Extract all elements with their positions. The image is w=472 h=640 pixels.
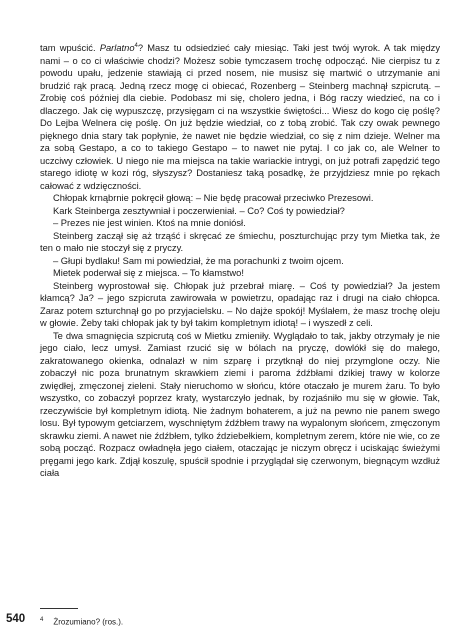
opening-text-start: tam wpuścić. bbox=[40, 43, 100, 53]
paragraph: – Głupi bydlaku! Sam mi powiedział, że ma porachunki z twoim ojcem. bbox=[53, 255, 344, 266]
footnote-reference[interactable]: 4 bbox=[134, 42, 138, 49]
paragraph: Steinberg wyprostował się. Chłopak już przebrał miarę. – Coś ty powiedział? Ja jestem kłamcą? Ja? – jego szpicruta zawirowała w powietrzu, opadając raz i drugi na ciało chłopca. Zaraz potem szturchnął go po przyjacielsku. – No dajże spokój! Myślałem, że masz trochę oleju w głowie. Żeby taki chłopak jak ty był takim kompletnym idiotą! – i wyszedł z celi. bbox=[40, 280, 440, 328]
paragraph-opening bbox=[40, 42, 440, 192]
paragraph: Steinberg zaczął się aż trząść i skręcać ze śmiechu, poszturchując przy tym Mietka tak, że ten o mało nie stoczył się z pryczy. bbox=[40, 230, 440, 253]
paragraph: – Prezes nie jest winien. Ktoś na mnie doniósł. bbox=[53, 218, 246, 228]
page-number: 540 bbox=[6, 613, 26, 625]
paragraph: Mietek poderwał się z miejsca. – To kłamstwo! bbox=[53, 268, 244, 278]
footnote-text: Żrozumiano? (ros.). bbox=[53, 617, 124, 627]
footnote bbox=[40, 617, 123, 627]
italic-word: Parlatno bbox=[99, 43, 135, 53]
opening-text-rest: ? Masz tu odsiedzieć cały miesiąc. Taki jest twój wyrok. A tak między nami – o co ci właściwie chodzi? Możesz sobie tymczasem trochę odpocząć. Nie cierpisz tu z powodu upału, jedzenie stawiają ci przed nosem, nie musisz się martwić o utrzymanie ani brudzić rąk pracą. Jedną rzecz mogę ci obiecać, Rozenberg – Steinberg machnął szpicrutą. – Zrobię coś później dla ciebie. Podobasz mi się, cholero jedna, i Bóg raczy wiedzieć, na co i dlaczego. Jak cię wypuszczę, przysięgam ci na wszystkie świętości... Wiesz do kogo cię poślę? Do Lejba Welnera cię poślę. On już będzie wiedział, co z tobą zrobić. Tak czy owak pewnego pięknego dnia stary tak popłynie, że nawet nie będzie wiedział, co się z nim dzieje. Welner ma za sobą Gestapo, a co to takiego Gestapo – to nawet nie pytaj. I co jak co, ale Welner to uczciwy człowiek. U niego nie ma miejsca na takie wariackie intrygi, on już potrafi zapędzić tego starego idiotę w kozi róg, słyszysz? Dostaniesz taką posadkę, że przyjdziesz mnie po rękach całować z wdzięczności. bbox=[40, 43, 440, 191]
paragraph: Kark Steinberga zesztywniał i poczerwieniał. – Co? Coś ty powiedział? bbox=[53, 205, 345, 216]
paragraph: Te dwa smagnięcia szpicrutą coś w Mietku zmieniły. Wyglądało to tak, jakby otrzymały je nie jego ciało, lecz umysł. Zamiast rzucić się w bólach na pryczę, dowlókł się do małego, zakratowanego okienka, odnalazł w nim szparę i przytknął do niej przymglone oczy. Nie zobaczył nic poza brunatnym skrawkiem ziemi i paroma źdźbłami dzikiej trawy w kolorze zwiędłej, zmęczonej zieleni. Stały nieruchomo w słońcu, które otaczało je murem żaru. To było wszystko, co zobaczył poprzez kraty, wystarczyło jednak, by rozjaśniło mu się w głowie. Tak, rzeczywiście był kompletnym idiotą. Nie żadnym bohaterem, a już na pewno nie panem swego losu. Był typowym getciarzem, wyschniętym źdźbłem trawy na wypalonym słońcem, zmęczonym skrawku ziemi. A nawet nie źdźbłem, tylko ździebełkiem, kompletnym zerem, które nie wie, co ze sobą począć. Rozpacz owładnęła jego ciałem, otaczając je niczym obręcz i uciskając świeżymi pręgami jego kark. Zdjął koszulę, spuścił spodnie i przyglądał się czerwonym, biegnącym wzdłuż ciała bbox=[40, 330, 440, 478]
footnote-divider bbox=[40, 608, 78, 609]
main-text bbox=[40, 42, 440, 480]
footnote-number: 4 bbox=[40, 617, 44, 623]
paragraph: Chłopak krnąbrnie pokręcił głową: – Nie będę pracował przeciwko Prezesowi. bbox=[53, 193, 374, 203]
